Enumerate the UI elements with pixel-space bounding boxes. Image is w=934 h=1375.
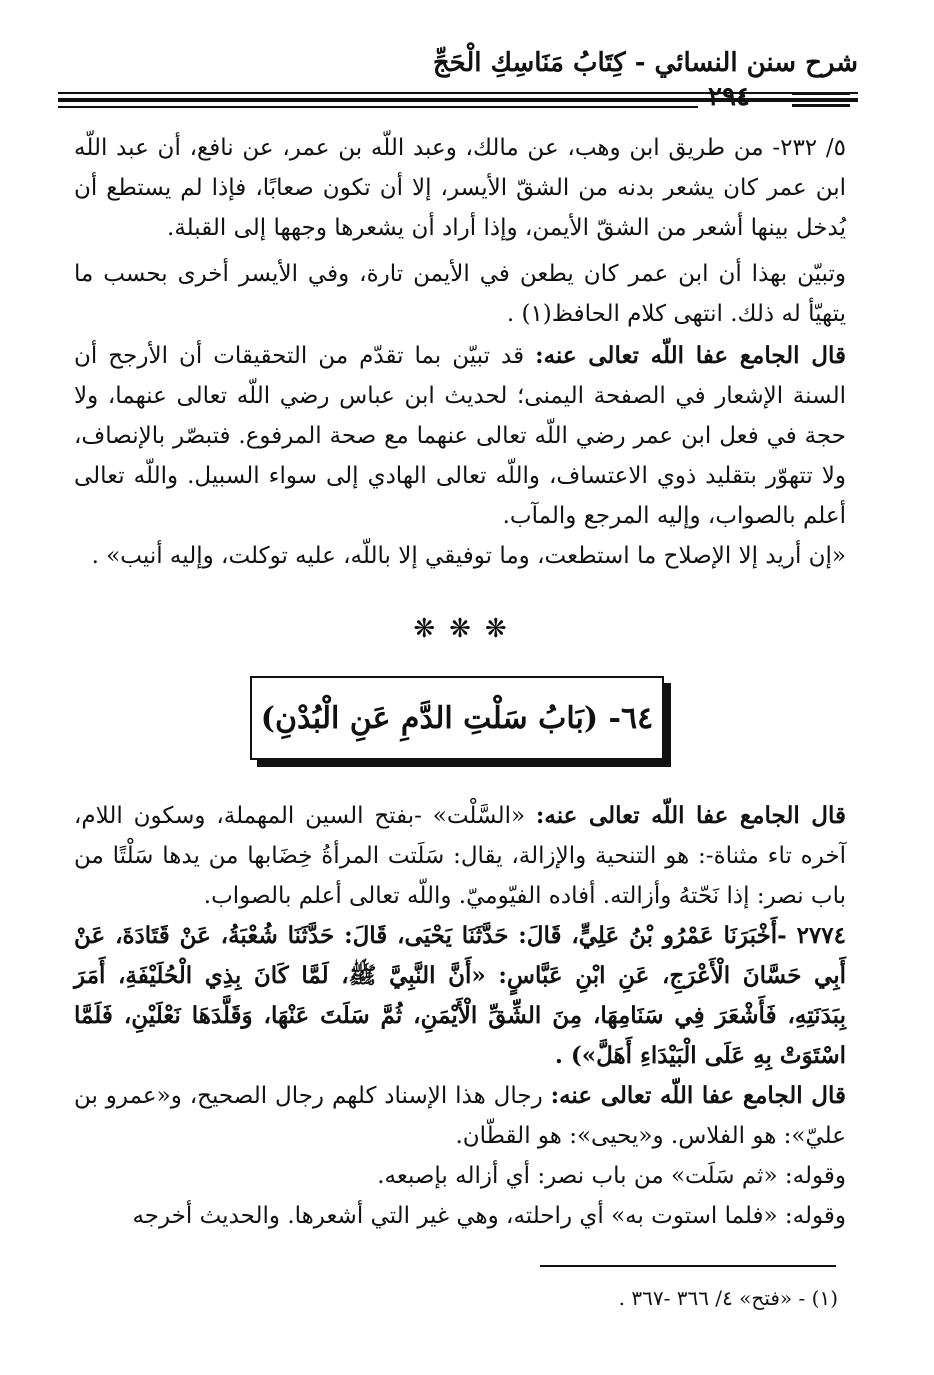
chapter-heading-box <box>250 676 664 760</box>
section-separator: ❋❋❋ <box>413 614 521 644</box>
page-number-rule <box>58 100 698 112</box>
compiler-label: قال الجامع عفا اللّه تعالى عنه: <box>550 1082 846 1109</box>
paragraph-explanation-2: وقوله: «فلما استوت به» أي راحلته، وهي غير التي أشعرها. والحديث أخرجه <box>132 1203 846 1229</box>
paragraph-closing-quote: «إن أريد إلا الإصلاح ما استطعت، وما توفيقي إلا باللّه، عليه توكلت، وإليه أنيب» . <box>91 543 846 569</box>
paragraph-athar: ٥/ ٢٣٢- من طريق ابن وهب، عن مالك، وعبد اللّه بن عمر، عن نافع، أن عبد اللّه ابن عمر كان يشعر بدنه من الشقّ الأيسر، إلا أن تكون صعابًا، فإذا لم يستطع أن يُدخل بينها أشعر من الشقّ الأيمن، وإذا أراد أن يشعرها وجهها إلى القبلة. <box>74 135 847 241</box>
footnote-rule <box>540 1265 836 1267</box>
compiler-label: قال الجامع عفا اللّه تعالى عنه: <box>535 342 846 369</box>
compiler-note-text: قد تبيّن بما تقدّم من التحقيقات أن الأرجح أن السنة الإشعار في الصفحة اليمنى؛ لحديث ابن عباس رضي اللّه تعالى عنهما، ولا حجة في فعل ابن عمر رضي اللّه تعالى عنهما مع صحة المرفوع. فتبصّر بالإنصاف، ولا تتهوّر بتقليد ذوي الاعتساف، واللّه تعالى الهادي إلى سواء السبيل. واللّه تعالى أعلم بالصواب، وإليه المرجع والمآب. <box>74 343 846 529</box>
hadith-text: ٢٧٧٤ -أَخْبَرَنَا عَمْرُو بْنُ عَلِيٍّ، قَالَ: حَدَّثَنَا يَحْيَى، قَالَ: حَدَّثَنَا شُعْبَةُ، عَنْ قَتَادَةَ، عَنْ أَبِي حَسَّانَ الْأَعْرَجِ، عَنِ ابْنِ عَبَّاسٍ: «أَنَّ النَّبِيَّ ﷺ، لَمَّا كَانَ بِذِي الْحُلَيْفَةِ، أَمَرَ بِبَدَنَتِهِ، فَأَشْعَرَ فِي سَنَامِهَا، مِنَ الشِّقِّ الْأَيْمَنِ، ثُمَّ سَلَتَ عَنْهَا، وَقَلَّدَهَا نَعْلَيْنِ، فَلَمَّا اسْتَوَتْ بِهِ عَلَى الْبَيْدَاءِ أَهَلَّ») . <box>74 922 846 1069</box>
paragraph-isnad-note <box>74 1076 846 1156</box>
page-number-ornament <box>792 92 850 110</box>
paragraph-compiler-note <box>74 336 846 536</box>
isnad-note-text: رجال هذا الإسناد كلهم رجال الصحيح، و«عمرو بن عليّ»: هو الفلاس. و«يحيى»: هو القطّان. <box>74 1083 846 1149</box>
page-number: ٢٩٤ <box>708 82 750 112</box>
paragraph-definition <box>74 796 846 916</box>
chapter-title: ٦٤- (بَابُ سَلْتِ الدَّمِ عَنِ الْبُدْنِ) <box>260 700 654 736</box>
running-title: شرح سنن النسائي - كِتَابُ مَنَاسِكِ الْحَجِّ <box>432 48 858 78</box>
compiler-label: قال الجامع عفا اللّه تعالى عنه: <box>535 802 846 829</box>
page-number-block <box>700 82 850 112</box>
footnote: (١) - «فتح» ٤/ ٣٦٦ -٣٦٧ . <box>618 1286 838 1310</box>
paragraph-explanation-1: وقوله: «ثم سَلَت» من باب نصر: أي أزاله بإصبعه. <box>377 1163 846 1189</box>
definition-text: «السَّلْت» -بفتح السين المهملة، وسكون اللام، آخره تاء مثناة-: هو التنحية والإزالة، يقال: سَلَتت المرأةُ خِضَابها من يدها سَلْتًا من باب نصر: إذا نَحّتهُ وأزالته. أفاده الفيّوميّ. واللّه تعالى أعلم بالصواب. <box>74 803 846 909</box>
paragraph-conclusion: وتبيّن بهذا أن ابن عمر كان يطعن في الأيمن تارة، وفي الأيسر أخرى بحسب ما يتهيّأ له ذلك. انتهى كلام الحافظ(١) . <box>74 261 846 327</box>
